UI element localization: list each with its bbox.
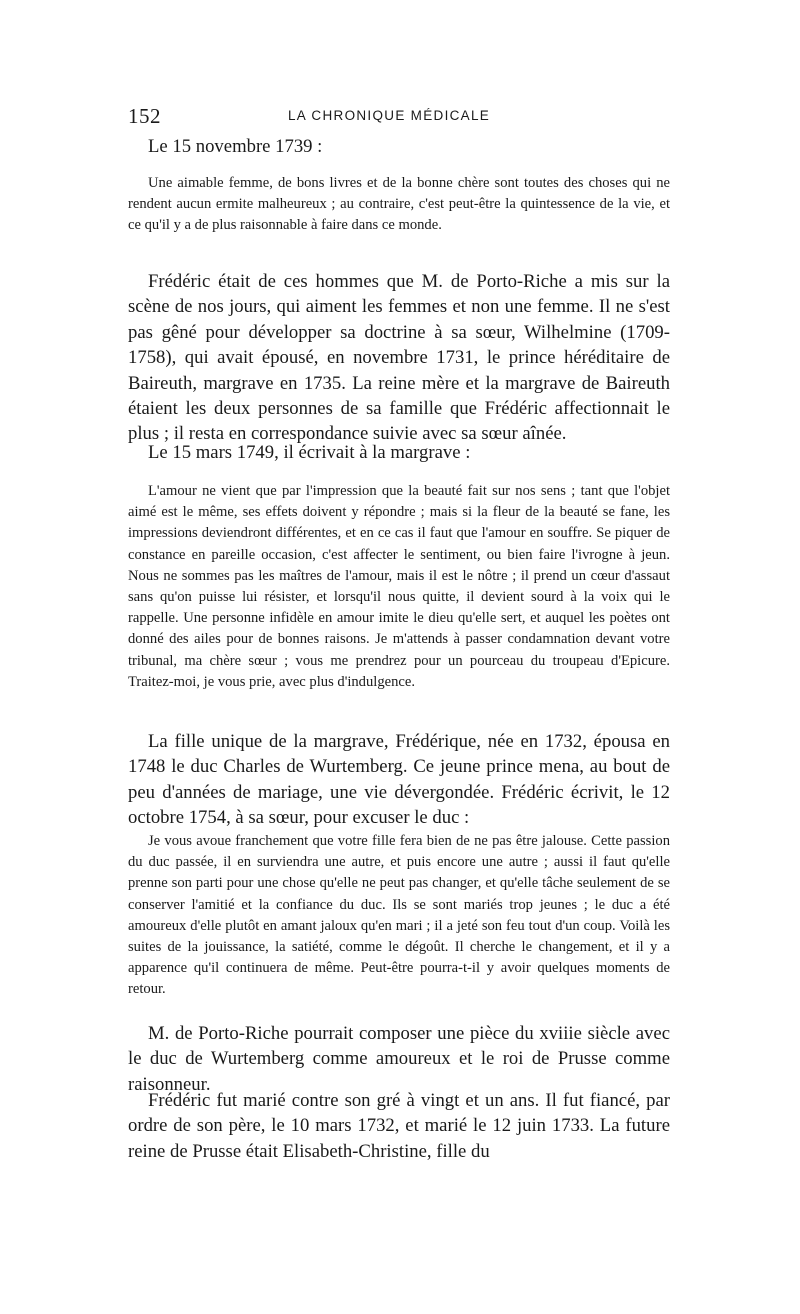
letter-date-1: Le 15 novembre 1739 : [148, 136, 323, 157]
letter-date-2: Le 15 mars 1749, il écrivait à la margrave : [148, 442, 471, 463]
paragraph-frederique: La fille unique de la margrave, Frédérique, née en 1732, épousa en 1748 le duc Charles de Wurtemberg. Ce jeune prince mena, au bout de peu d'années de mariage, une vie dévergondée. Frédéric écrivit, le 12 octobre 1754, à sa sœur, pour excuser le duc : [128, 731, 670, 829]
quote-letter-1739: Une aimable femme, de bons livres et de la bonne chère sont toutes des choses qui ne rendent aucun ermite malheureux ; au contraire, c'est peut-être la quintessence de la vie, et ce qu'il y a de plus raisonnable à faire dans ce monde. [128, 175, 670, 234]
paragraph-mariage: Frédéric fut marié contre son gré à vingt et un ans. Il fut fiancé, par ordre de son père, le 10 mars 1732, et marié le 12 juin 1733. La future reine de Prusse était Elisabeth-Christine, fille du [128, 1090, 670, 1162]
quote-letter-1754: Je vous avoue franchement que votre fille fera bien de ne pas être jalouse. Cette passion du duc passée, il en surviendra une autre, et puis encore une autre ; aussi il faut qu'elle prenne son parti pour une chose qu'elle ne peut pas changer, et qu'elle tâche seulement de se conserver l'amitié et la confiance du duc. Ils se sont mariés trop jeunes ; le duc a été amoureux d'elle plutôt en amant jaloux qu'en mari ; il a jeté son feu tout d'un coup. Voilà les suites de la jouissance, la satiété, comme le dégoût. Il cherche le changement, et il y a apparence qu'il continuera de même. Peut-être pourra-t-il y avoir quelques moments de retour. [128, 833, 670, 998]
page-header [128, 104, 668, 130]
paragraph-wurtemberg: M. de Porto-Riche pourrait composer une pièce du xviiie siècle avec le duc de Wurtemberg comme amoureux et le roi de Prusse comme raisonneur. [128, 1023, 670, 1095]
page-number: 152 [128, 104, 161, 128]
quote-letter-1749: L'amour ne vient que par l'impression que la beauté fait sur nos sens ; tant que l'objet aimé est le même, ses effets doivent y répondre ; mais si la fleur de la beauté se fane, les impressions deviendront différentes, et en ce cas il faut que l'amour en souffre. Se piquer de constance en pareille occasion, c'est affecter le sentiment, ou bien faire l'ivrogne à jeun. Nous ne sommes pas les maîtres de l'amour, mais il est le nôtre ; il prend un cœur d'assaut sans qu'on puisse lui résister, et lorsqu'il nous quitte, il devient sourd à la voix qui le rappelle. Une personne infidèle en amour imite le dieu qu'elle sert, et auquel les poètes ont donné des ailes pour de bonnes raisons. Je m'attends à passer condamnation devant votre tribunal, ma chère sœur ; vous me prendrez pour un pourceau du troupeau d'Epicure. Traitez-moi, je vous prie, avec plus d'indulgence. [128, 483, 670, 690]
paragraph-porto-riche: Frédéric était de ces hommes que M. de Porto-Riche a mis sur la scène de nos jours, qui aiment les femmes et non une femme. Il ne s'est pas gêné pour développer sa doctrine à sa sœur, Wilhelmine (1709-1758), qui avait épousé, en novembre 1731, le prince héréditaire de Baireuth, margrave en 1735. La reine mère et la margrave de Baireuth étaient les deux personnes de sa famille que Frédéric affectionnait le plus ; il resta en correspondance suivie avec sa sœur aînée. [128, 271, 670, 445]
running-title: LA CHRONIQUE MÉDICALE [288, 108, 491, 123]
